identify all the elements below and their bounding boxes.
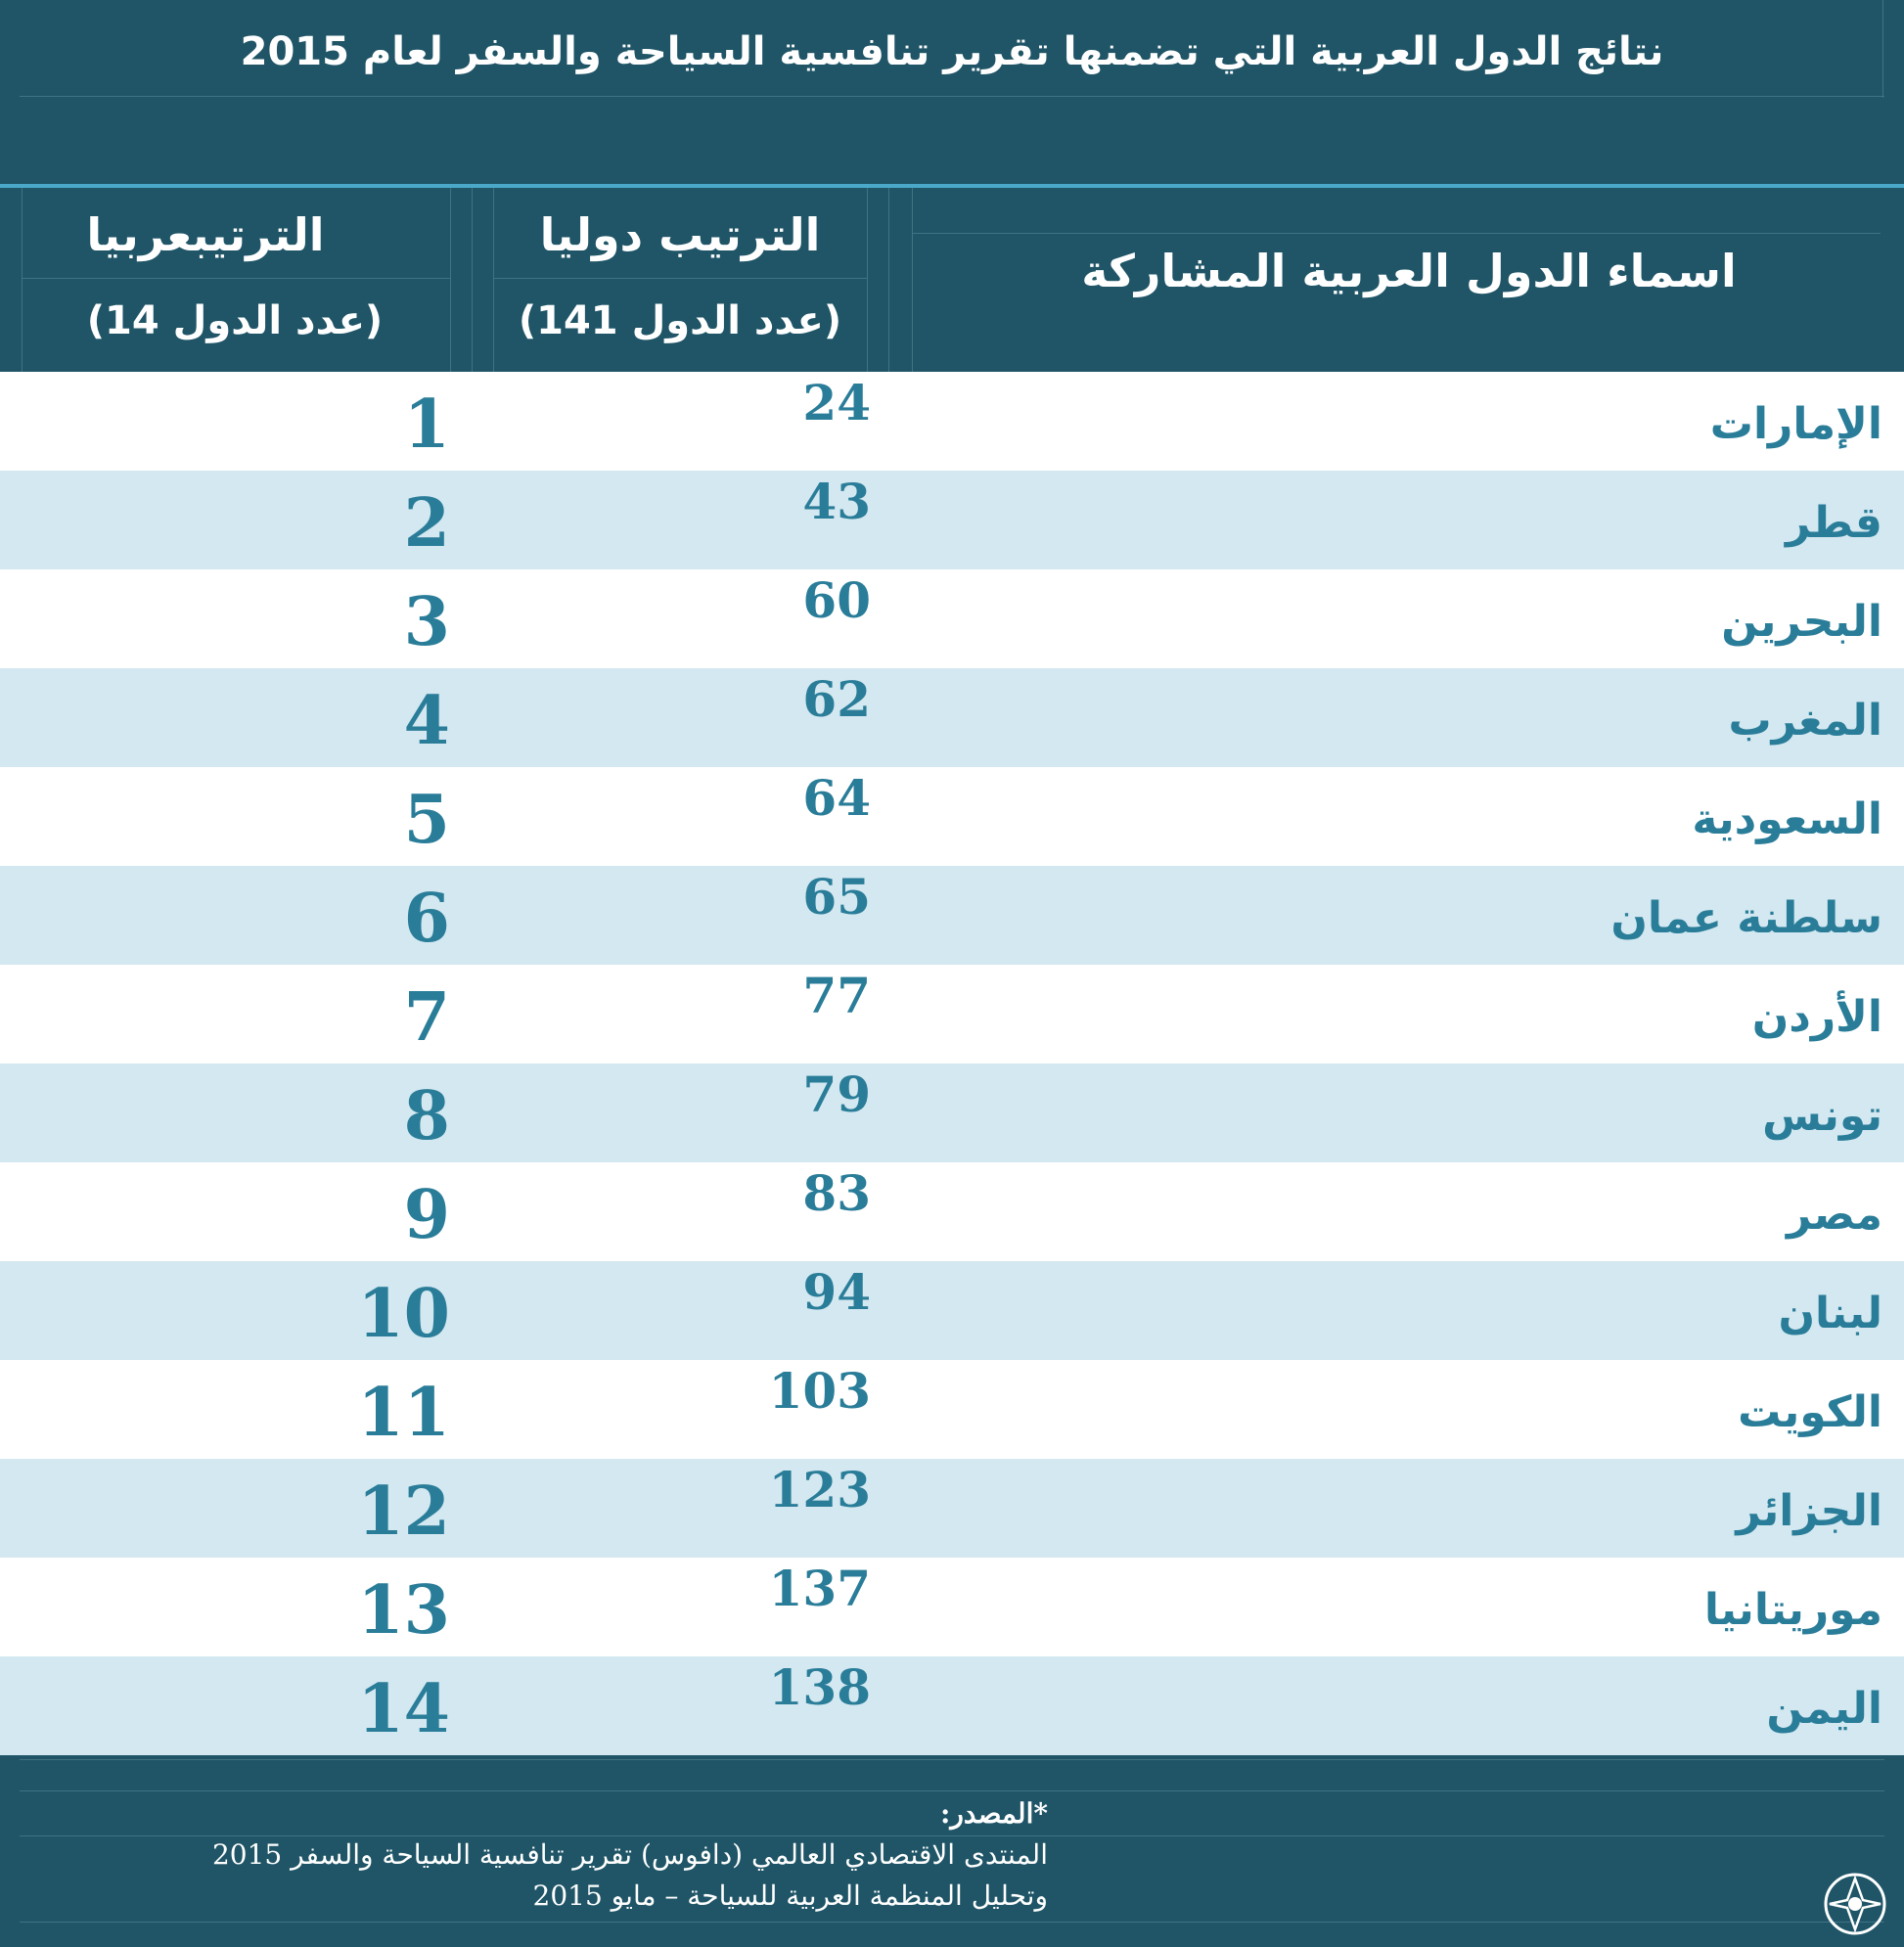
country-name: السعودية bbox=[1692, 794, 1882, 844]
header-frame-line bbox=[493, 188, 494, 372]
country-name: مصر bbox=[1787, 1190, 1882, 1240]
intl-rank-value: 60 bbox=[802, 571, 871, 629]
intl-rank-value: 64 bbox=[802, 769, 871, 827]
arab-rank-value: 7 bbox=[403, 978, 450, 1057]
table-row bbox=[0, 372, 1904, 471]
country-name: الأردن bbox=[1751, 992, 1882, 1042]
table-row bbox=[0, 471, 1904, 569]
table-row bbox=[0, 569, 1904, 668]
arab-rank-value: 4 bbox=[403, 682, 450, 760]
header-intl-count: (عدد الدول 141) bbox=[518, 298, 842, 343]
arab-rank-value: 3 bbox=[403, 583, 450, 661]
arab-rank-value: 11 bbox=[357, 1374, 450, 1452]
intl-rank-value: 94 bbox=[802, 1263, 871, 1321]
table-row bbox=[0, 1261, 1904, 1360]
header-frame-line bbox=[22, 278, 450, 279]
table-row bbox=[0, 1656, 1904, 1755]
table-row bbox=[0, 1558, 1904, 1656]
title-band bbox=[0, 0, 1904, 184]
table-row bbox=[0, 767, 1904, 866]
arab-rank-value: 5 bbox=[403, 781, 450, 859]
arab-rank-value: 13 bbox=[357, 1571, 450, 1650]
footer-divider bbox=[20, 1790, 1884, 1791]
intl-rank-value: 24 bbox=[802, 374, 871, 431]
table-row bbox=[0, 866, 1904, 965]
source-label: *المصدر: bbox=[940, 1797, 1048, 1830]
intl-rank-value: 137 bbox=[768, 1560, 871, 1617]
table-row bbox=[0, 1064, 1904, 1162]
table-body bbox=[0, 372, 1904, 1755]
organization-logo-icon bbox=[1822, 1871, 1888, 1937]
header-frame-line bbox=[912, 188, 913, 372]
table-row bbox=[0, 668, 1904, 767]
table-header bbox=[0, 188, 1904, 372]
intl-rank-value: 138 bbox=[768, 1658, 871, 1716]
arab-rank-value: 8 bbox=[403, 1077, 450, 1155]
country-name: تونس bbox=[1762, 1091, 1882, 1141]
arab-rank-value: 10 bbox=[357, 1275, 450, 1353]
source-line-2: وتحليل المنظمة العربية للسياحة – مايو 2015 bbox=[532, 1879, 1048, 1912]
intl-rank-value: 43 bbox=[802, 473, 871, 530]
page-title: نتائج الدول العربية التي تضمنها تقرير تنافسية السياحة والسفر لعام 2015 bbox=[240, 29, 1664, 74]
arab-rank-value: 6 bbox=[403, 880, 450, 958]
header-intl-rank: الترتيب دوليا bbox=[539, 208, 821, 261]
country-name: سلطنة عمان bbox=[1610, 893, 1882, 943]
title-frame-line bbox=[1882, 0, 1883, 98]
arab-rank-value: 1 bbox=[403, 385, 450, 464]
country-name: البحرين bbox=[1721, 597, 1882, 647]
intl-rank-value: 83 bbox=[802, 1164, 871, 1222]
table-row bbox=[0, 1360, 1904, 1459]
country-name: اليمن bbox=[1766, 1684, 1882, 1734]
footer bbox=[0, 1755, 1904, 1947]
intl-rank-value: 123 bbox=[768, 1461, 871, 1518]
intl-rank-value: 62 bbox=[802, 670, 871, 728]
country-name: الجزائر bbox=[1736, 1486, 1882, 1536]
country-name: لبنان bbox=[1778, 1289, 1882, 1338]
header-frame-line bbox=[450, 188, 451, 372]
arab-rank-value: 9 bbox=[403, 1176, 450, 1254]
footer-divider bbox=[20, 1922, 1884, 1923]
header-arab-rank: الترتيبعربيا bbox=[86, 208, 325, 261]
header-frame-line bbox=[912, 233, 1881, 234]
footer-divider bbox=[20, 1759, 1884, 1760]
intl-rank-value: 103 bbox=[768, 1362, 871, 1420]
arab-rank-value: 12 bbox=[357, 1472, 450, 1551]
source-line-1: المنتدى الاقتصادي العالمي (دافوس) تقرير تنافسية السياحة والسفر 2015 bbox=[211, 1838, 1048, 1871]
country-name: قطر bbox=[1785, 498, 1882, 548]
header-frame-line bbox=[472, 188, 473, 372]
country-name: الإمارات bbox=[1709, 399, 1882, 449]
table-row bbox=[0, 1459, 1904, 1558]
header-frame-line bbox=[867, 188, 868, 372]
intl-rank-value: 77 bbox=[802, 967, 871, 1024]
arab-rank-value: 14 bbox=[357, 1670, 450, 1748]
country-name: المغرب bbox=[1728, 696, 1882, 746]
header-frame-line bbox=[888, 188, 889, 372]
table-row bbox=[0, 1162, 1904, 1261]
table-row bbox=[0, 965, 1904, 1064]
intl-rank-value: 65 bbox=[802, 868, 871, 926]
country-name: الكويت bbox=[1738, 1387, 1882, 1437]
header-arab-count: (عدد الدول 14) bbox=[86, 298, 384, 343]
header-frame-line bbox=[493, 278, 867, 279]
arab-rank-value: 2 bbox=[403, 484, 450, 563]
header-frame-line bbox=[22, 188, 23, 372]
country-name: موريتانيا bbox=[1703, 1585, 1882, 1635]
title-divider bbox=[20, 96, 1884, 97]
header-country: اسماء الدول العربية المشاركة bbox=[1081, 245, 1737, 297]
intl-rank-value: 79 bbox=[802, 1065, 871, 1123]
